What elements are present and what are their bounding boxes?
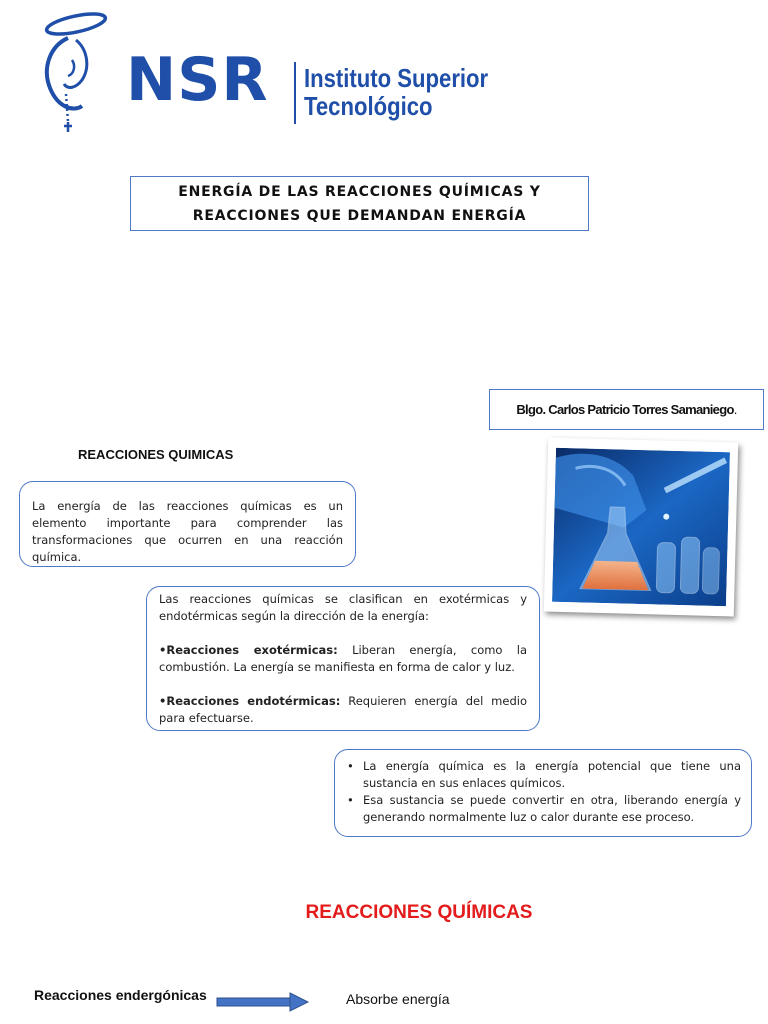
author-name: Blgo. Carlos Patricio Torres Samaniego. — [516, 402, 737, 417]
intro-text: La energía de las reacciones químicas es un elemento importante para comprender las transformaciones que ocurren en una reacción química. — [32, 499, 343, 564]
logo-subtitle-line2: Tecnológico — [304, 91, 433, 121]
praying-figure-rosary-icon — [28, 10, 128, 135]
intro-text-box — [19, 481, 356, 567]
logo-divider — [294, 62, 296, 124]
chemical-energy-list — [345, 758, 741, 826]
exothermic-label: •Reacciones exotérmicas: — [159, 643, 338, 657]
document-title-line1: ENERGÍA DE LAS REACCIONES QUÍMICAS Y — [178, 183, 541, 200]
list-item: • La energía química es la energía potencial que tiene una sustancia en sus enlaces químicos. — [347, 759, 741, 790]
red-section-heading: REACCIONES QUÍMICAS — [305, 902, 533, 923]
endothermic-label: •Reacciones endotérmicas: — [159, 694, 341, 708]
chemical-energy-box — [334, 749, 752, 837]
right-arrow-icon — [216, 992, 310, 1012]
absorbs-energy-label: Absorbe energía — [346, 991, 450, 1007]
section-heading: REACCIONES QUIMICAS — [78, 447, 234, 462]
logo-subtitle-line1: Instituto Superior — [304, 63, 489, 93]
endothermic-paragraph — [159, 693, 527, 727]
author-box — [489, 389, 764, 430]
lab-flask-photo — [544, 438, 738, 617]
lab-photo-illustration — [552, 448, 730, 607]
list-item: • Esa sustancia se puede convertir en otra, liberando energía y generando normalmente luz o calor durante ese proceso. — [347, 793, 741, 824]
classification-text-box — [146, 586, 540, 731]
document-title-line2: REACCIONES QUE DEMANDAN ENERGÍA — [192, 207, 527, 224]
endothermic-text: Requieren energía del medio para efectuarse. — [159, 694, 527, 725]
exothermic-paragraph — [159, 642, 527, 676]
document-title-box — [130, 176, 589, 231]
endergonic-label: Reacciones endergónicas — [34, 987, 207, 1003]
institute-logo — [28, 10, 489, 135]
exothermic-text: Liberan energía, como la combustión. La energía se manifiesta en forma de calor y luz. — [159, 643, 528, 674]
logo-nsr-text: NSR — [126, 45, 269, 115]
classification-intro: Las reacciones químicas se clasifican en exotérmicas y endotérmicas según la dirección de la energía: — [159, 592, 527, 623]
